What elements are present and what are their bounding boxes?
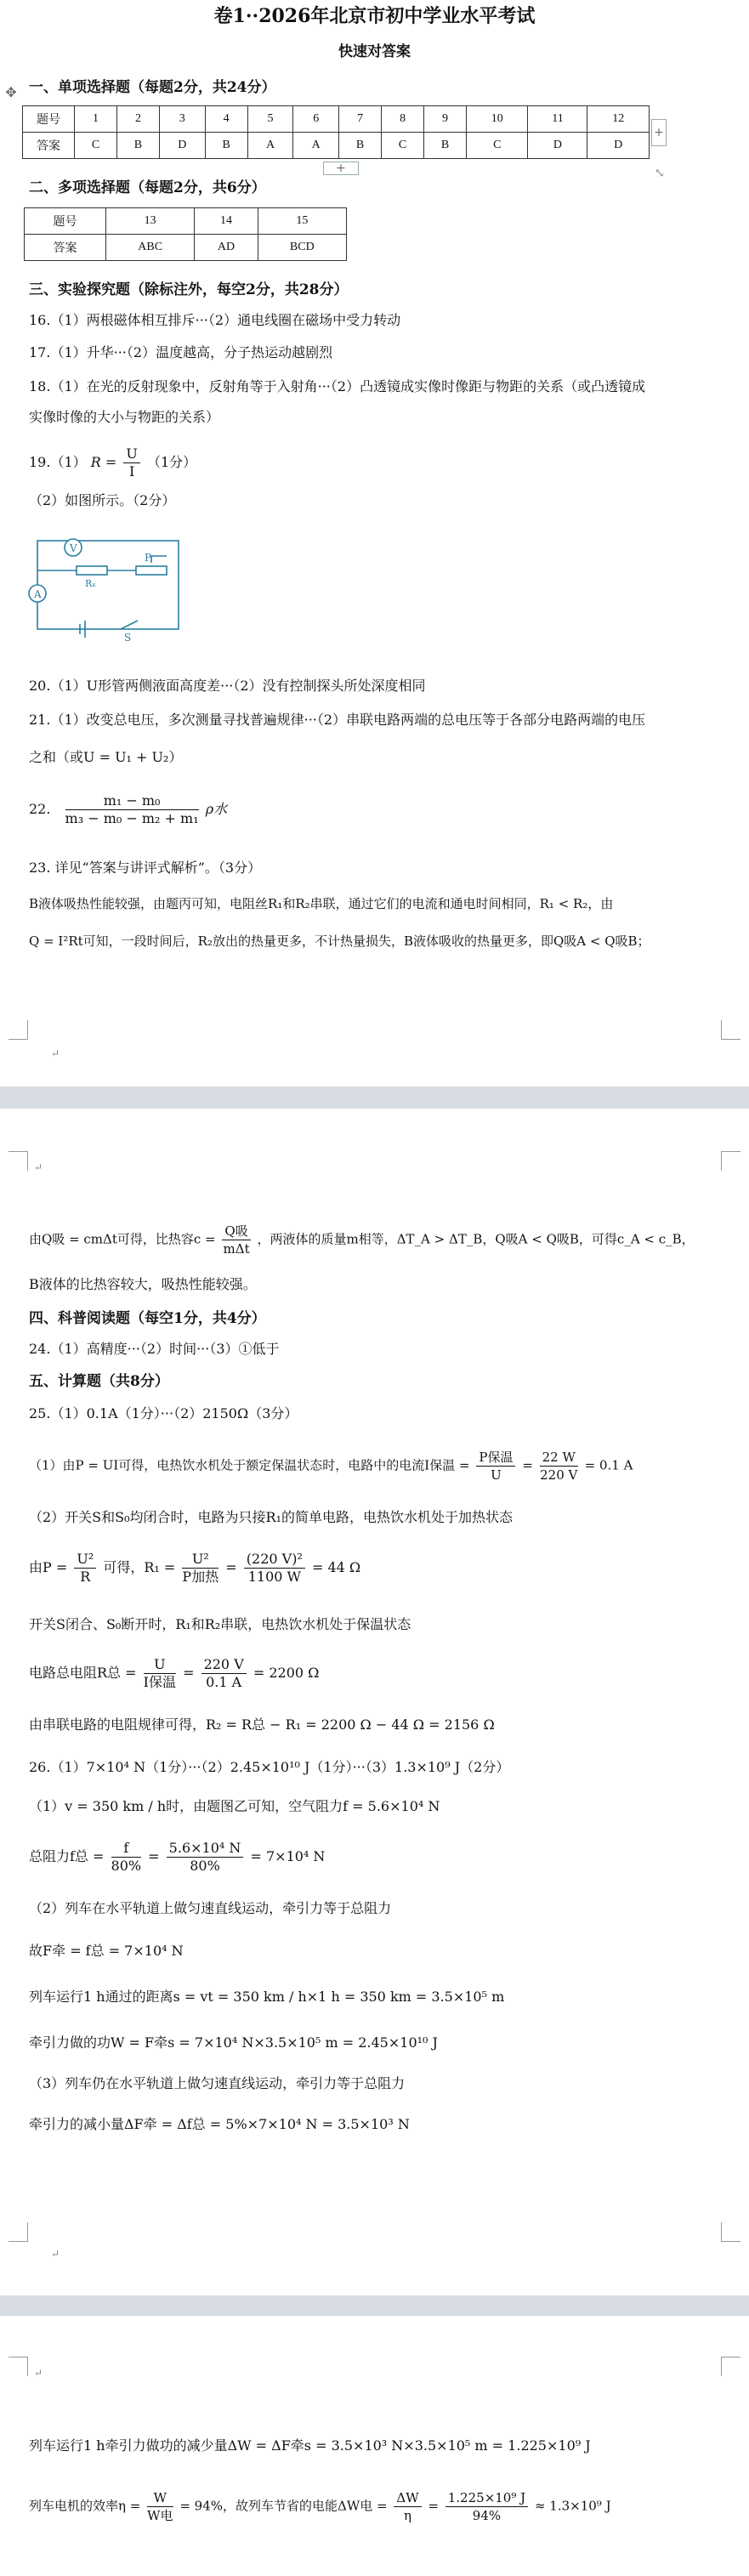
calc-26-step-2: 总阻力f总 = $\frac{f}{80\%}$ = $\frac{\text{5.6×10⁴ N}}{80\%}$ = 7×10⁴ N [29, 1840, 326, 1874]
table-cell: 9 [424, 106, 467, 133]
answer-19-part-2: （2）如图所示。（2分） [29, 492, 176, 508]
paragraph-mark: ↵ [34, 1161, 43, 1173]
switch-label: S [124, 632, 132, 644]
section-2-heading: 二、多项选择题（每题2分，共6分） [29, 179, 266, 196]
table-cell: D [159, 133, 205, 159]
page-corner-mark [721, 2357, 740, 2376]
calc-26-step-6: 牵引力做的功W = F牵s = 7×10⁴ N×3.5×10⁵ m = 2.45×10¹⁰ J [29, 2034, 438, 2051]
table-cell: 8 [382, 106, 424, 133]
answer-25: 25.（1）0.1A（1分）···（2）2150Ω（3分） [29, 1405, 298, 1421]
table-cell: 11 [528, 106, 587, 133]
table-cell: 12 [587, 106, 650, 133]
calc-25-step-5: 电路总电阻R总 = $\frac{U}{\text{I保温}}$ = $\frac{220 V}{0.1 A}$ = 2200 Ω [29, 1656, 320, 1690]
calc-25-step-1: （1）由P = UI可得，电热饮水机处于额定保温状态时，电路中的电流I保温 = $\frac{\text{P保温}}{U}$ = $\frac{22 W}{220 V}$ = 0.1 A [29, 1450, 633, 1483]
answer-21-line-1: 21.（1）改变总电压，多次测量寻找普遍规律···（2）串联电路两端的总电压等于各部分电路两端的电压 [29, 712, 646, 728]
answer-23-line-2: Q = I²Rt可知，一段时间后，R₂放出的热量更多，不计热量损失，B液体吸收的热量更多，即Q吸A < Q吸B； [29, 933, 650, 949]
table-cell: 6 [293, 106, 339, 133]
page-3 [0, 2316, 749, 2576]
calc-26-step-9: 列车运行1 h牵引力做功的减少量ΔW = ΔF牵s = 3.5×10³ N×3.5×10⁵ m = 1.225×10⁹ J [29, 2437, 591, 2454]
page-corner-mark [9, 1151, 28, 1171]
answer-18-line-2: 实像时像的大小与物距的关系） [29, 409, 220, 425]
table-resize-handle-icon[interactable]: ⤡ [655, 167, 665, 180]
table-cell: 3 [159, 106, 205, 133]
page-corner-mark [9, 2357, 28, 2376]
page-1 [0, 0, 749, 1087]
resistor-label: Rₓ [85, 578, 96, 589]
section-1-heading: 一、单项选择题（每题2分，共24分） [29, 79, 276, 96]
table-row-label: 题号 [23, 106, 75, 133]
calc-26-step-5: 列车运行1 h通过的距离s = vt = 350 km / h×1 h = 350 km = 3.5×10⁵ m [29, 1989, 505, 2005]
table-cell: B [424, 133, 467, 159]
table-cell: 4 [205, 106, 247, 133]
table-cell: C [75, 133, 117, 159]
table-cell: AD [195, 235, 258, 261]
slider-label: P [145, 552, 152, 564]
answer-18-line-1: 18.（1）在光的反射现象中，反射角等于入射角···（2）凸透镜成实像时像距与物距的关系（或凸透镜成 [29, 378, 646, 394]
table-cell: B [205, 133, 247, 159]
table-cell: D [587, 133, 650, 159]
page-corner-mark [721, 1020, 740, 1040]
doc-title: 卷1··2026年北京市初中学业水平考试 [213, 5, 536, 27]
circuit-diagram [26, 525, 187, 644]
calc-26-step-3: （2）列车在水平轨道上做匀速直线运动，牵引力等于总阻力 [29, 1900, 392, 1916]
section-5-heading: 五、计算题（共8分） [29, 1373, 169, 1390]
table-cell: 10 [467, 106, 528, 133]
voltmeter-symbol: V [70, 542, 77, 554]
table-cell: BCD [258, 235, 346, 261]
answer-26: 26.（1）7×10⁴ N（1分）···（2）2.45×10¹⁰ J（1分）···（3）1.3×10⁹ J（2分） [29, 1759, 510, 1775]
answer-23-line-3: 由Q吸 = cmΔt可得，比热容c = $\frac{\text{Q吸}}{\text{mΔt}}$ ，两液体的质量m相等，ΔT_A > ΔT_B，Q吸A < Q吸B，可得c_A < c_B， [29, 1223, 695, 1257]
table-move-handle-icon[interactable]: ✥ [3, 85, 19, 100]
calc-26-step-8: 牵引力的减小量ΔF牵 = Δf总 = 5%×7×10⁴ N = 3.5×10³ N [29, 2116, 410, 2132]
paragraph-mark: ↵ [51, 1047, 60, 1059]
answer-19-part-1: 19.（1） R = $\frac{U}{I}$ （1分） [29, 445, 197, 479]
calc-26-step-10: 列车电机的效率η = $\frac{W}{\text{W电}}$ = 94%，故列车节省的电能ΔW电 = $\frac{\Delta W}{\eta}$ = $\frac{\text{1.225×10⁹ J}}{94\%}$ ≈ 1.3×10⁹ J [29, 2490, 611, 2523]
paragraph-mark: ↵ [51, 2248, 60, 2260]
multiple-choice-answer-table [24, 207, 347, 261]
calc-25-step-2: （2）开关S和S₀均闭合时，电路为只接R₁的简单电路，电热饮水机处于加热状态 [29, 1509, 513, 1525]
answer-23-intro: 23. 详见“答案与讲评式解析”。（3分） [29, 860, 262, 876]
table-cell: 2 [116, 106, 159, 133]
table-cell: 15 [258, 208, 346, 235]
page-corner-mark [9, 2222, 28, 2242]
paragraph-mark: ↵ [34, 2367, 43, 2379]
table-cell: 5 [247, 106, 293, 133]
ammeter-symbol: A [34, 588, 42, 600]
answer-17: 17.（1）升华···（2）温度越高，分子热运动越剧烈 [29, 344, 333, 360]
table-cell: 7 [339, 106, 382, 133]
answer-24: 24.（1）高精度···（2）时间···（3）①低于 [29, 1341, 280, 1357]
answer-22: 22. $\frac{\text{m₁ − m₀}}{\text{m₃ − m₀ − m₂ + m₁}}$ ρ水 [29, 792, 228, 826]
answer-23-line-1: B液体吸热性能较强，由题丙可知，电阻丝R₁和R₂串联，通过它们的电流和通电时间相同，R₁ < R₂，由 [29, 896, 614, 911]
page-corner-mark [9, 1020, 28, 1040]
table-cell: 14 [195, 208, 258, 235]
section-4-heading: 四、科普阅读题（每空1分，共4分） [29, 1310, 266, 1327]
table-cell: ABC [106, 235, 195, 261]
doc-subtitle: 快速对答案 [338, 43, 411, 60]
table-cell: 1 [75, 106, 117, 133]
add-column-button[interactable]: + [651, 119, 667, 146]
page-corner-mark [721, 1151, 740, 1171]
section-3-heading: 三、实验探究题（除标注外，每空2分，共28分） [29, 281, 349, 298]
page-corner-mark [721, 2222, 740, 2242]
table-row-label: 答案 [25, 235, 106, 261]
table-cell: C [382, 133, 424, 159]
answer-16: 16.（1）两根磁体相互排斥···（2）通电线圈在磁场中受力转动 [29, 312, 401, 328]
table-cell: C [467, 133, 528, 159]
calc-26-step-1: （1）v = 350 km / h时，由题图乙可知，空气阻力f = 5.6×10⁴ N [29, 1798, 440, 1814]
table-cell: A [293, 133, 339, 159]
table-cell: D [528, 133, 587, 159]
table-cell: A [247, 133, 293, 159]
calc-26-step-4: 故F牵 = f总 = 7×10⁴ N [29, 1943, 184, 1959]
table-cell: 13 [106, 208, 195, 235]
table-row-label: 题号 [25, 208, 106, 235]
calc-25-step-6: 由串联电路的电阻规律可得，R₂ = R总 − R₁ = 2200 Ω − 44 Ω = 2156 Ω [29, 1716, 495, 1733]
answer-23-line-4: B液体的比热容较大，吸热性能较强。 [29, 1276, 257, 1292]
add-row-button[interactable]: + [323, 162, 359, 175]
single-choice-answer-table [22, 105, 650, 159]
calc-25-step-3: 由P = $\frac{\text{U²}}{R}$ 可得，R₁ = $\frac{\text{U²}}{\text{P加热}}$ = $\frac{\text{(220 V)²}}{1100 W}$ = 44 Ω [29, 1551, 361, 1585]
calc-26-step-7: （3）列车仍在水平轨道上做匀速直线运动，牵引力等于总阻力 [29, 2075, 406, 2091]
table-cell: B [116, 133, 159, 159]
answer-21-line-2: 之和（或U = U₁ + U₂） [29, 749, 183, 765]
calc-25-step-4: 开关S闭合、S₀断开时，R₁和R₂串联，电热饮水机处于保温状态 [29, 1616, 411, 1632]
answer-20: 20.（1）U形管两侧液面高度差···（2）没有控制探头所处深度相同 [29, 678, 426, 694]
table-row-label: 答案 [23, 133, 75, 159]
page-2 [0, 1109, 749, 2295]
table-cell: B [339, 133, 382, 159]
